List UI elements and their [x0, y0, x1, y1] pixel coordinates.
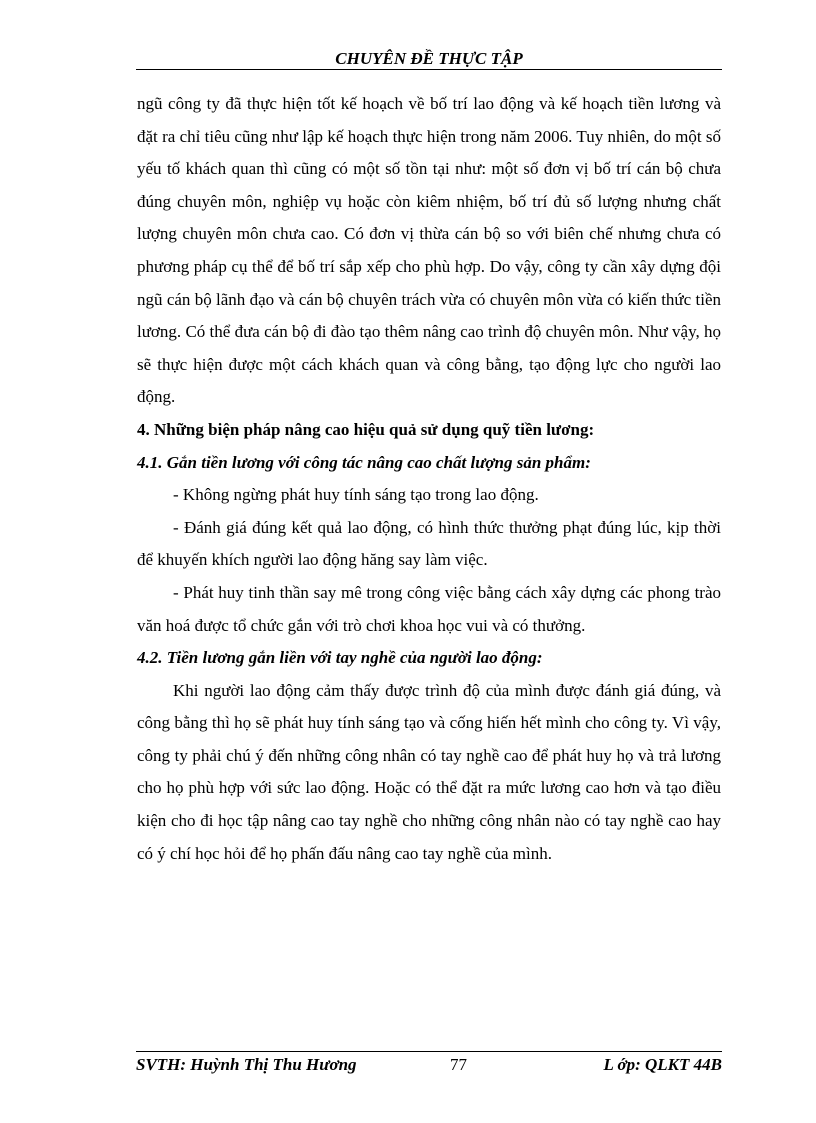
intro-paragraph: ngũ công ty đã thực hiện tốt kế hoạch về bố trí lao động và kế hoạch tiền lương và đặt ra chỉ tiêu cũng như lập kế hoạch thực hiện trong năm 2006. Tuy nhiên, do một số yếu tố khách quan thì cũng có một số tồn tại như: một số đơn vị bố trí cán bộ chưa đúng chuyên môn, nghiệp vụ hoặc còn kiêm nhiệm, bố trí đủ số lượng nhưng chất lượng chuyên môn chưa cao. Có đơn vị thừa cán bộ so với biên chế nhưng chưa có phương pháp cụ thể để bố trí sắp xếp cho phù hợp. Do vậy, công ty cần xây dựng đội ngũ cán bộ lãnh đạo và cán bộ chuyên trách vừa có chuyên môn vừa có kiến thức tiền lương. Có thể đưa cán bộ đi đào tạo thêm nâng cao trình độ chuyên môn. Như vậy, họ sẽ thực hiện được một cách khách quan và công bằng, tạo động lực cho người lao động.: [137, 94, 721, 407]
subsection-heading-4-1: 4.1. Gắn tiền lương với công tác nâng cao chất lượng sản phẩm:: [137, 452, 591, 472]
footer-author: SVTH: Huỳnh Thị Thu Hương: [136, 1055, 357, 1074]
subsection-heading-4-2: 4.2. Tiền lương gắn liền với tay nghề của người lao động:: [137, 648, 543, 668]
page-footer: [136, 1053, 722, 1079]
footer-class: L ớp: QLKT 44B: [603, 1055, 722, 1074]
section-4-2-paragraph: Khi người lao động cảm thấy được trình độ của mình được đánh giá đúng, và công bằng thì họ sẽ phát huy tính sáng tạo và cống hiến hết mình cho công ty. Vì vậy, công ty phải chú ý đến những công nhân có tay nghề cao để phát huy họ và trả lương cho họ phù hợp với sức lao động. Hoặc có thể đặt ra mức lương cao hơn và tạo điều kiện cho đi học tập nâng cao tay nghề cho những công nhân nào có tay nghề cao hay có ý chí học hỏi để họ phấn đấu nâng cao tay nghề của mình.: [137, 680, 721, 863]
header-divider: [136, 69, 722, 70]
page-number: 77: [450, 1055, 467, 1074]
section-heading-4: 4. Những biện pháp nâng cao hiệu quả sử dụng quỹ tiền lương:: [137, 419, 595, 439]
list-item: - Không ngừng phát huy tính sáng tạo trong lao động.: [173, 485, 539, 505]
footer-divider: [136, 1051, 722, 1052]
list-item: - Đánh giá đúng kết quả lao động, có hình thức thưởng phạt đúng lúc, kịp thời để khuyến khích người lao động hăng say làm việc.: [137, 517, 721, 570]
list-item: - Phát huy tinh thần say mê trong công việc bằng cách xây dựng các phong trào văn hoá được tổ chức gắn với trò chơi khoa học vui và có thưởng.: [137, 582, 721, 635]
page-header-title: CHUYÊN ĐỀ THỰC TẬP: [335, 49, 523, 68]
document-body: [137, 88, 721, 870]
